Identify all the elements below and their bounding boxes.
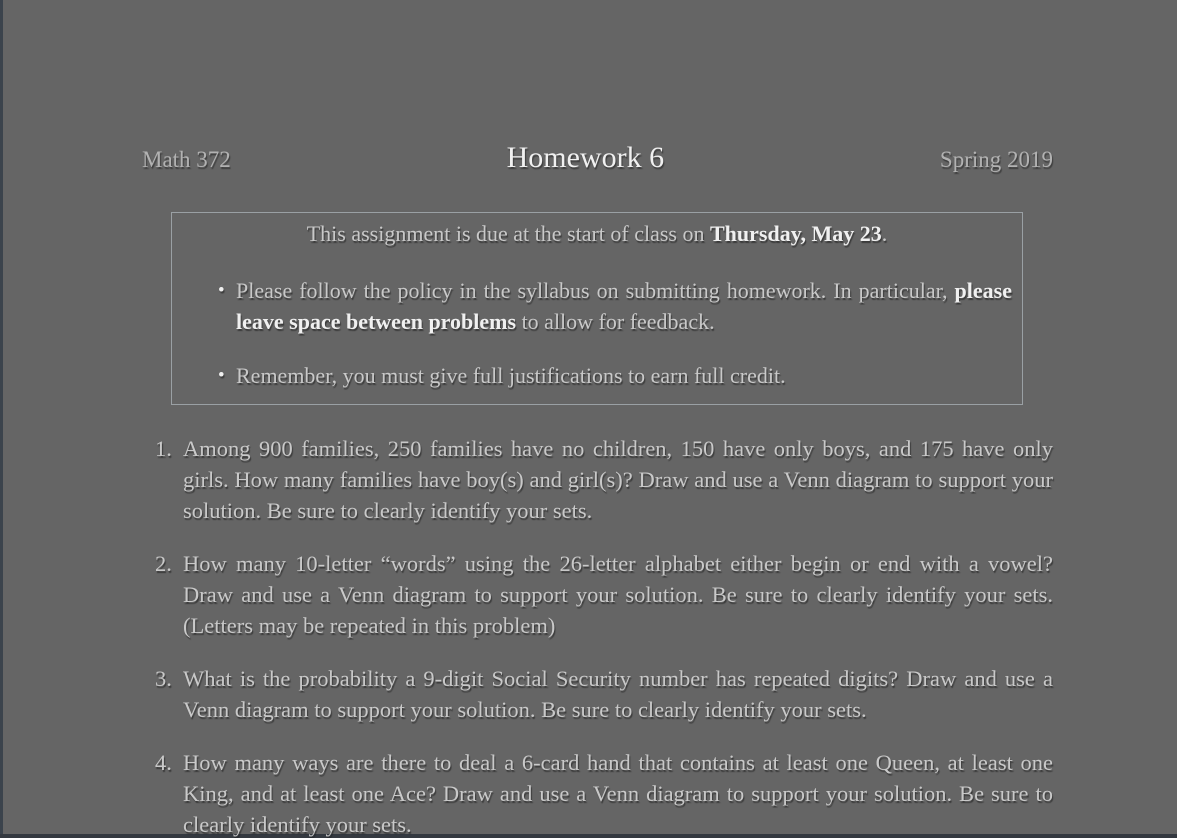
problem-item-1 [155, 433, 1053, 526]
due-line-suffix: . [881, 221, 888, 246]
due-line-prefix: This assignment is due at the start of class on [306, 221, 710, 246]
problem-number: 2. [155, 551, 172, 576]
semester-label: Spring 2019 [939, 147, 1053, 172]
due-date-line [172, 218, 1022, 249]
due-date-bold: Thursday, May 23 [710, 221, 882, 246]
problem-list [155, 433, 1053, 838]
window-left-edge [0, 0, 3, 838]
notice-bullet-item [218, 275, 1012, 337]
bullet-bold: please leave space between problems [236, 278, 1012, 334]
problem-item-4 [155, 747, 1053, 838]
bullet-icon: • [218, 280, 225, 301]
problem-number: 3. [155, 666, 172, 691]
document-header [142, 141, 1053, 175]
bullet-suffix: to allow for feedback. [516, 309, 715, 334]
notice-box [171, 212, 1023, 405]
problem-number: 4. [155, 750, 172, 775]
problem-text: How many ways are there to deal a 6-card hand that contains at least one Queen, at least one King, and at least one Ace? Draw and use a Venn diagram to support your solution. Be sure to clearly identify your sets. [183, 750, 1053, 837]
bullet-prefix: Remember, you must give full justifications to earn full credit. [236, 363, 786, 388]
bullet-prefix: Please follow the policy in the syllabus on submitting homework. In particular, [236, 278, 955, 303]
problem-number: 1. [155, 436, 172, 461]
notice-bullet-text [236, 360, 1012, 391]
problem-text: What is the probability a 9-digit Social Security number has repeated digits? Draw and use a Venn diagram to support your solution. Be sure to clearly identify your sets. [183, 666, 1053, 722]
problem-item-3 [155, 663, 1053, 725]
problem-item-2 [155, 548, 1053, 641]
notice-bullet-text [236, 275, 1012, 337]
page-title: Homework 6 [506, 141, 665, 174]
course-label: Math 372 [142, 147, 231, 172]
notice-bullet-item [218, 360, 1012, 391]
problem-text: How many 10-letter “words” using the 26-letter alphabet either begin or end with a vowel? Draw and use a Venn diagram to support your solution. Be sure to clearly identify your sets. (Letters may be repeated in this problem) [183, 551, 1053, 638]
problem-text: Among 900 families, 250 families have no children, 150 have only boys, and 175 have only girls. How many families have boy(s) and girl(s)? Draw and use a Venn diagram to support your solution. Be sure to clearly identify your sets. [183, 436, 1053, 523]
bullet-icon: • [218, 365, 225, 386]
